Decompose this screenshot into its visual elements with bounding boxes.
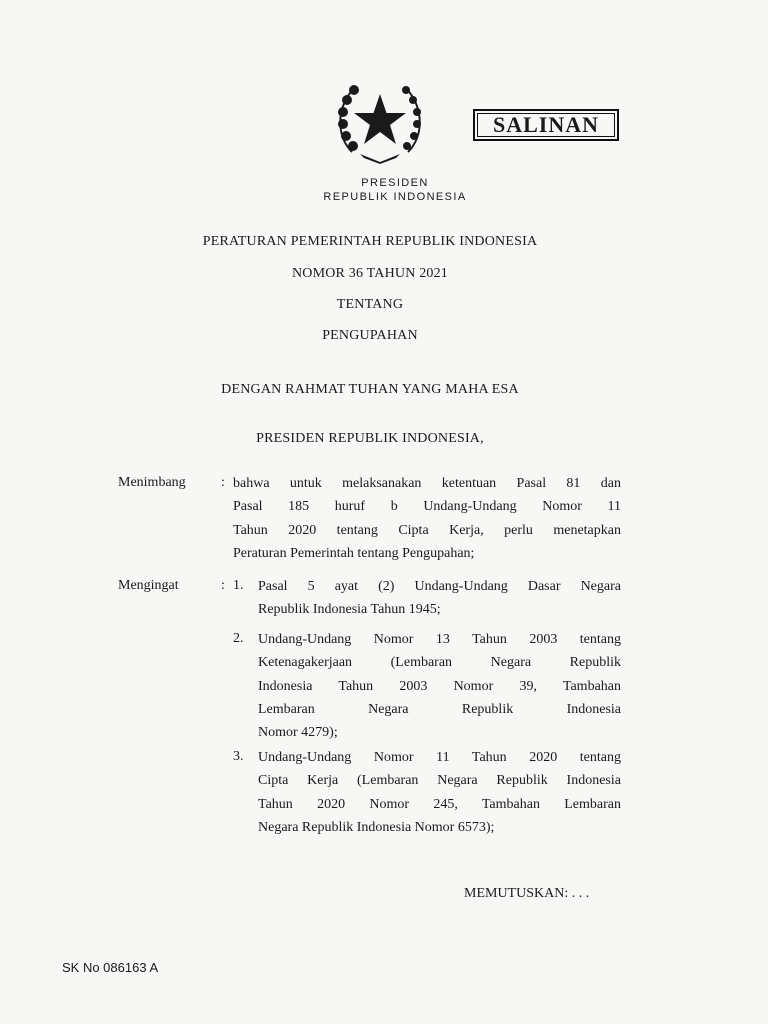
- menimbang-line: Peraturan Pemerintah tentang Pengupahan;: [233, 545, 475, 561]
- president-heading: PRESIDEN: [361, 177, 429, 189]
- mengingat-line: Nomor 4279);: [258, 725, 338, 741]
- mengingat-line: Ketenagakerjaan (Lembaran Negara Republik: [258, 655, 621, 671]
- president-declaration: PRESIDEN REPUBLIK INDONESIA,: [256, 431, 484, 446]
- menimbang-colon: :: [221, 475, 225, 490]
- mengingat-item-2: [258, 628, 621, 744]
- tentang-heading: TENTANG: [336, 297, 404, 312]
- preamble-heading: DENGAN RAHMAT TUHAN YANG MAHA ESA: [221, 382, 519, 397]
- mengingat-line: Undang-Undang Nomor 11 Tahun 2020 tentang: [258, 750, 621, 765]
- menimbang-line: bahwa untuk melaksanakan ketentuan Pasal 81 dan: [233, 476, 621, 491]
- regulation-number: NOMOR 36 TAHUN 2021: [291, 266, 449, 281]
- mengingat-line: Pasal 5 ayat (2) Undang-Undang Dasar Negara: [258, 579, 621, 594]
- subject-heading: PENGUPAHAN: [322, 328, 418, 343]
- mengingat-line: Lembaran Negara Republik Indonesia: [258, 701, 621, 717]
- mengingat-line: Negara Republik Indonesia Nomor 6573);: [258, 819, 495, 835]
- item-number: 1.: [233, 578, 244, 593]
- mengingat-colon: :: [221, 578, 225, 593]
- mengingat-label: Mengingat: [118, 578, 179, 593]
- menimbang-line: Pasal 185 huruf b Undang-Undang Nomor 11: [233, 499, 621, 515]
- sk-number: SK No 086163 A: [62, 960, 159, 975]
- mengingat-line: Undang-Undang Nomor 13 Tahun 2003 tentang: [258, 632, 621, 647]
- mengingat-item-1: [258, 575, 621, 622]
- mengingat-line: Republik Indonesia Tahun 1945;: [258, 602, 441, 618]
- regulation-title: PERATURAN PEMERINTAH REPUBLIK INDONESIA: [202, 234, 538, 249]
- menimbang-line: Tahun 2020 tentang Cipta Kerja, perlu menetapkan: [233, 522, 621, 538]
- memutuskan-continuation: MEMUTUSKAN: . . .: [464, 886, 590, 901]
- mengingat-line: Tahun 2020 Nomor 245, Tambahan Lembaran: [258, 796, 621, 812]
- menimbang-text: [233, 472, 621, 565]
- mengingat-line: Indonesia Tahun 2003 Nomor 39, Tambahan: [258, 678, 621, 694]
- item-number: 3.: [233, 749, 244, 764]
- item-number: 2.: [233, 631, 244, 646]
- mengingat-line: Cipta Kerja (Lembaran Negara Republik Indonesia: [258, 773, 621, 789]
- presidential-emblem-icon: [330, 74, 430, 166]
- republic-heading: REPUBLIK INDONESIA: [323, 191, 467, 203]
- mengingat-item-3: [258, 746, 621, 839]
- menimbang-label: Menimbang: [118, 475, 186, 490]
- salinan-stamp: SALINAN: [473, 109, 619, 141]
